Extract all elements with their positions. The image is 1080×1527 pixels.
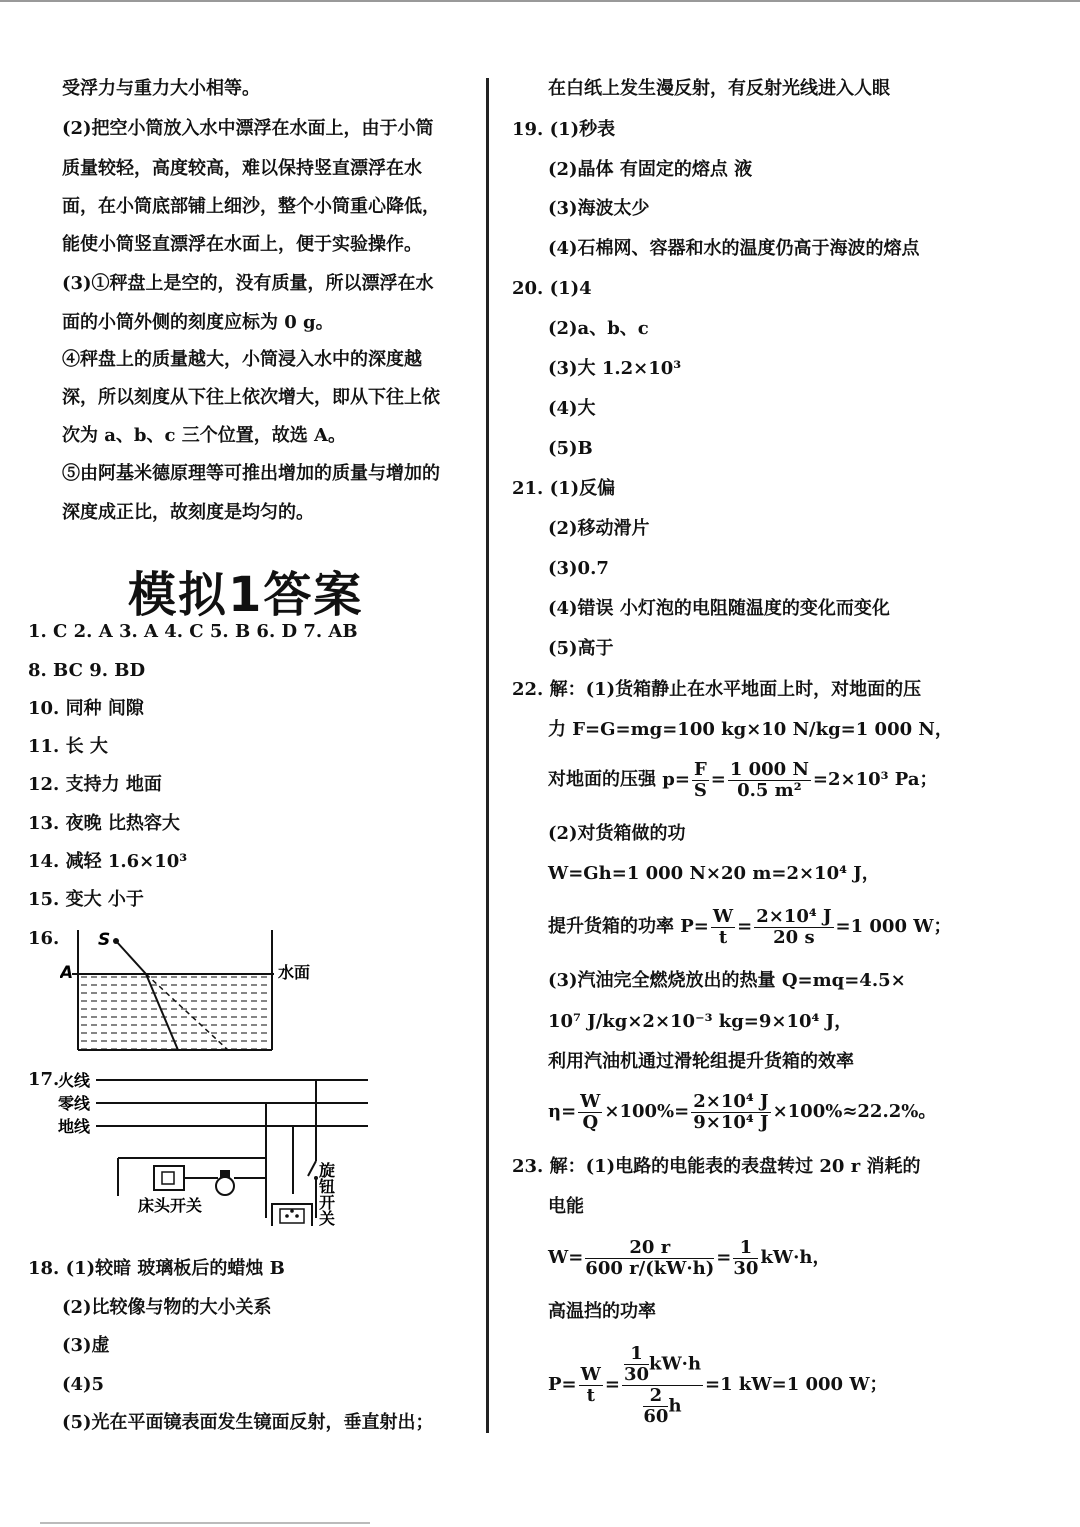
numerator: 1 000 N — [729, 758, 809, 780]
right-line: (4)错误 小灯泡的电阻随温度的变化而变化 — [548, 598, 890, 619]
top-rule — [0, 0, 1080, 2]
fraction — [579, 1365, 603, 1406]
efficiency-title: 利用汽油机通过滑轮组提升货箱的效率 — [548, 1051, 854, 1072]
answer-line: 11. 长 大 — [28, 736, 108, 757]
incident-ray — [116, 941, 146, 974]
ground-wire-label: 地线 — [58, 1117, 91, 1136]
intro-line: (2)把空小筒放入水中漂浮在水面上，由于小筒 — [62, 118, 434, 139]
power-prefix: P= — [548, 1374, 577, 1395]
bottom-rule — [40, 1522, 370, 1524]
answer-line: 12. 支持力 地面 — [28, 774, 162, 795]
power-result: =1 kW=1 000 W； — [705, 1374, 888, 1395]
unit: kW·h — [649, 1353, 702, 1374]
intro-line: 次为 a、b、c 三个位置，故选 A。 — [62, 425, 346, 446]
right-line: (4)大 — [548, 398, 596, 419]
right-line: 19. (1)秒表 — [512, 119, 616, 140]
fraction — [692, 760, 709, 801]
right-line: (2)晶体 有固定的熔点 液 — [548, 159, 753, 180]
right-line: (5)B — [548, 438, 593, 459]
percent-equals: ×100%= — [604, 1101, 690, 1122]
intro-line: 能使小筒竖直漂浮在水面上，便于实验操作。 — [62, 234, 422, 255]
numerator: 2 — [643, 1386, 668, 1407]
right-line: (2)移动滑片 — [548, 518, 650, 539]
power-formula — [548, 905, 951, 949]
bedside-switch-label: 床头开关 — [138, 1196, 203, 1215]
water-region — [78, 974, 272, 1050]
efficiency-result: ×100%≈22.2%。 — [772, 1101, 937, 1122]
equals: = — [604, 1374, 620, 1395]
heat-line: (3)汽油完全燃烧放出的热量 Q=mq=4.5× — [548, 970, 906, 991]
right-line: 20. (1)4 — [512, 278, 592, 299]
denominator: 30 — [733, 1257, 759, 1279]
intro-line: 质量较轻，高度较高，难以保持竖直漂浮在水 — [62, 158, 422, 179]
label-water-surface: 水面 — [278, 963, 311, 982]
numerator: 1 — [624, 1344, 649, 1365]
label-s: S — [98, 930, 111, 950]
fraction — [691, 1092, 770, 1133]
high-power-formula — [548, 1340, 888, 1430]
pressure-formula — [548, 758, 938, 802]
q23-line: 电能 — [548, 1196, 584, 1217]
unit: h — [668, 1395, 682, 1416]
intro-line: ⑤由阿基米德原理等可推出增加的质量与增加的 — [62, 463, 440, 484]
energy-formula — [548, 1236, 830, 1280]
numerator: W — [712, 905, 734, 927]
right-line: (3)海波太少 — [548, 198, 650, 219]
column-divider — [486, 78, 489, 1433]
right-line: (3)大 1.2×10³ — [548, 358, 682, 379]
q17-number: 17. — [28, 1069, 60, 1090]
compound-numerator — [622, 1344, 703, 1386]
section-title: 模拟1答案 — [128, 567, 364, 623]
power-title: 高温挡的功率 — [548, 1301, 656, 1322]
denominator: t — [718, 926, 728, 948]
denominator: Q — [582, 1111, 599, 1133]
compound-fraction — [622, 1344, 703, 1427]
refraction-diagram — [60, 925, 320, 1055]
neutral-wire-label: 零线 — [58, 1094, 91, 1113]
q18-line: (4)5 — [62, 1374, 105, 1395]
fraction — [578, 1092, 602, 1133]
numerator: 20 r — [585, 1238, 714, 1259]
equals: = — [737, 916, 753, 937]
intro-line: (3)①秤盘上是空的，没有质量，所以漂浮在水 — [62, 273, 434, 294]
q18-line: (5)光在平面镜表面发生镜面反射，垂直射出； — [62, 1412, 434, 1433]
intro-line: 面的小筒外侧的刻度应标为 0 g。 — [62, 312, 334, 333]
fraction — [733, 1238, 758, 1279]
answer-line: 14. 减轻 1.6×10³ — [28, 851, 188, 872]
fraction — [728, 760, 811, 801]
label-a: A — [60, 963, 74, 983]
denominator: 60 — [643, 1405, 669, 1427]
intro-line: ④秤盘上的质量越大，小筒浸入水中的深度越 — [62, 349, 422, 370]
right-line: 力 F=G=mg=100 kg×10 N/kg=1 000 N， — [548, 719, 953, 740]
numerator: 1 — [733, 1238, 758, 1259]
numerator: 2×10⁴ J — [756, 905, 832, 927]
live-wire-label: 火线 — [58, 1071, 91, 1090]
denominator: 0.5 m² — [737, 779, 802, 801]
work-title: (2)对货箱做的功 — [548, 823, 686, 844]
intro-line: 面，在小筒底部铺上细沙，整个小筒重心降低， — [62, 196, 440, 217]
denominator: S — [693, 779, 707, 801]
right-line: (5)高于 — [548, 638, 614, 659]
q18-line: (2)比较像与物的大小关系 — [62, 1297, 272, 1318]
fraction — [585, 1238, 714, 1279]
work-equation: W=Gh=1 000 N×20 m=2×10⁴ J， — [548, 863, 880, 884]
fraction — [643, 1386, 668, 1427]
eta-prefix: η= — [548, 1101, 577, 1122]
denominator: 30 — [623, 1363, 649, 1385]
power-prefix: 提升货箱的功率 P= — [548, 916, 709, 937]
circuit-diagram — [58, 1066, 378, 1226]
denominator: 9×10⁴ J — [693, 1111, 769, 1133]
right-line: 22. 解：(1)货箱静止在水平地面上时，对地面的压 — [512, 679, 922, 700]
fraction — [754, 907, 833, 948]
pressure-prefix: 对地面的压强 p= — [548, 769, 690, 790]
answer-line: 16. — [28, 928, 60, 949]
answer-line: 15. 变大 小于 — [28, 889, 144, 910]
intro-line: 深度成正比，故刻度是均匀的。 — [62, 502, 314, 523]
numerator: W — [580, 1363, 601, 1385]
equals: = — [716, 1247, 732, 1268]
q23-line: 23. 解：(1)电路的电能表的表盘转过 20 r 消耗的 — [512, 1156, 921, 1177]
fraction — [624, 1344, 649, 1385]
answer-line: 1. C 2. A 3. A 4. C 5. B 6. D 7. AB — [28, 621, 358, 642]
q18-line: (3)虚 — [62, 1335, 110, 1356]
right-line: (2)a、b、c — [548, 318, 649, 339]
fraction — [711, 907, 735, 948]
equals: = — [710, 769, 726, 790]
pressure-result: =2×10³ Pa； — [812, 769, 938, 790]
right-line: 在白纸上发生漫反射，有反射光线进入人眼 — [548, 78, 890, 99]
answer-line: 13. 夜晚 比热容大 — [28, 813, 180, 834]
numerator: W — [580, 1090, 601, 1112]
energy-prefix: W= — [548, 1247, 584, 1268]
numerator: F — [693, 758, 707, 780]
q18-line: 18. (1)较暗 玻璃板后的蜡烛 B — [28, 1258, 285, 1279]
knob-switch-blade — [308, 1161, 316, 1176]
lamp — [216, 1177, 234, 1195]
answer-line: 8. BC 9. BD — [28, 660, 146, 681]
knob-switch-label: 旋钮开关 — [316, 1162, 336, 1226]
right-line: (4)石棉网、容器和水的温度仍高于海波的熔点 — [548, 238, 920, 259]
intro-line: 深，所以刻度从下往上依次增大，即从下往上依 — [62, 387, 440, 408]
right-line: 21. (1)反偏 — [512, 478, 616, 499]
power-result: =1 000 W； — [835, 916, 952, 937]
denominator: 20 s — [773, 926, 815, 948]
numerator: 2×10⁴ J — [693, 1090, 769, 1112]
bedside-switch — [154, 1166, 184, 1190]
heat-line: 10⁷ J/kg×2×10⁻³ kg=9×10⁴ J， — [548, 1011, 853, 1032]
efficiency-formula — [548, 1090, 936, 1134]
denominator: 600 r/(kW·h) — [585, 1257, 715, 1279]
answer-line: 10. 同种 间隙 — [28, 698, 144, 719]
denominator: t — [586, 1384, 595, 1406]
intro-line: 受浮力与重力大小相等。 — [62, 78, 260, 99]
right-line: (3)0.7 — [548, 558, 609, 579]
energy-result: kW·h， — [760, 1247, 831, 1268]
compound-denominator — [622, 1386, 703, 1427]
